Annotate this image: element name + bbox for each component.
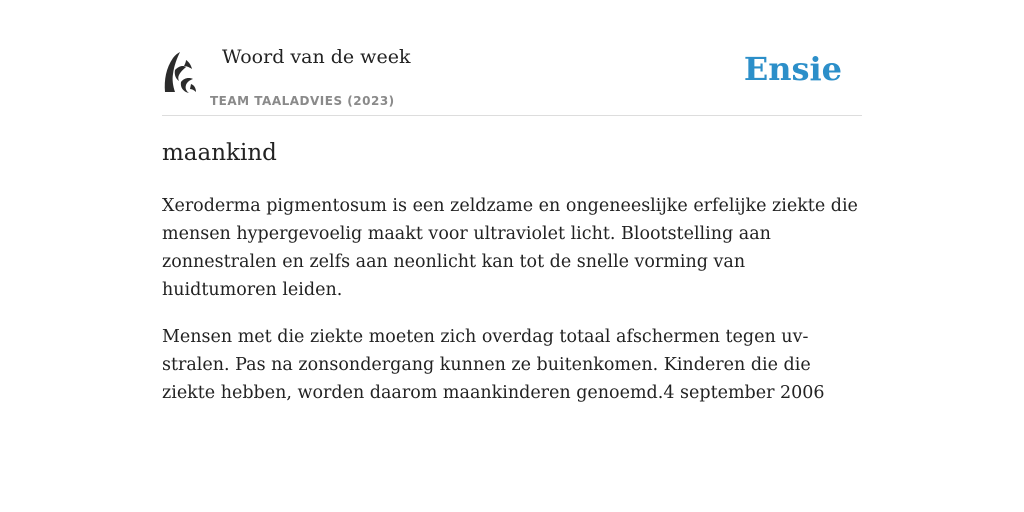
ensie-brand-link[interactable]: Ensie [743,50,842,88]
entry-paragraph-1: Xeroderma pigmentosum is een zeldzame en ongeneeslijke erfelijke ziekte die mensen hypergevoelig maakt voor ultraviolet licht. Blootstelling aan zonnestralen en zelfs aan neonlicht kan tot de snelle vorming van huidtumoren leiden. [162,196,858,300]
page-header [162,0,862,116]
entry-date: 4 september 2006 [663,383,825,403]
entry-body [162,192,862,426]
flemish-lion-logo-icon [162,48,198,96]
entry-paragraph-2 [162,323,862,407]
header-subtitle: TEAM TAALADVIES (2023) [210,94,395,108]
page-container [162,0,862,403]
header-title: Woord van de week [222,46,411,68]
entry-paragraph-2-text: Mensen met die ziekte moeten zich overdag totaal afschermen tegen uv-stralen. Pas na zonsondergang kunnen ze buitenkomen. Kinderen die die ziekte hebben, worden daarom maankinderen genoemd. [162,327,811,403]
entry-title: maankind [162,140,277,166]
